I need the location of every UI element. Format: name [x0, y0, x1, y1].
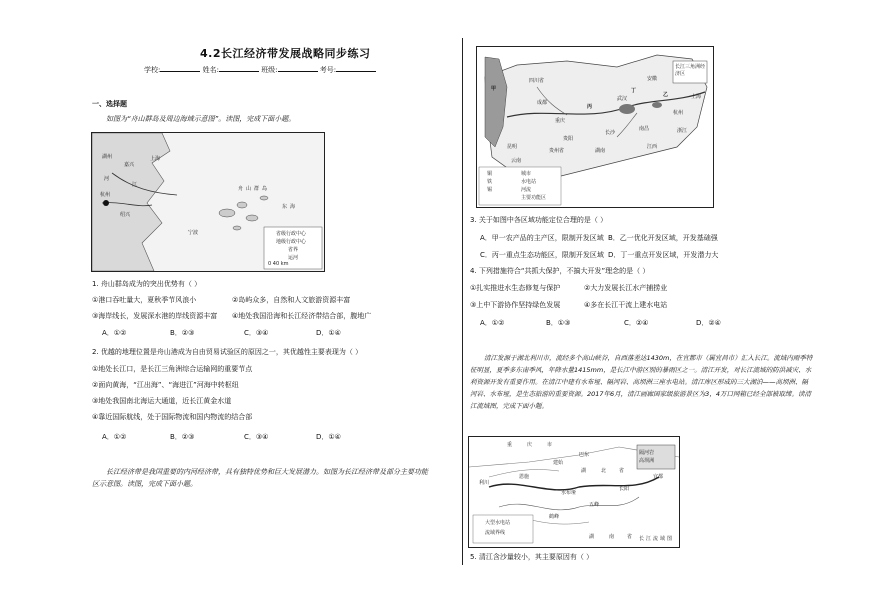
q4-item: ④多在长江干流上建水电站: [584, 301, 668, 309]
map3-label-nan: 南: [609, 534, 615, 540]
map2-label-yrd: 长江三角洲经济区: [675, 64, 706, 77]
map1-scale: 0 40 km: [268, 261, 289, 267]
map2-label-zhejiang: 浙江: [677, 128, 688, 134]
map2-label-jiangxi: 江西: [647, 144, 658, 150]
q2-option-a[interactable]: A．①②: [102, 433, 127, 441]
map2-label-shanghai: 上海: [691, 94, 702, 100]
qingjiang-basin-map: [468, 436, 680, 548]
q3-option-b[interactable]: B．乙一优化开发区域，开发基础强: [608, 234, 718, 242]
map3-label-hu1: 湖: [581, 468, 587, 474]
map2-label-chengdu: 成都: [537, 100, 548, 106]
q1-item: ③海岸线长，发展深水港的岸线资源丰富: [92, 312, 218, 320]
map1-label-qun: 群: [254, 186, 260, 192]
legend-basin-boundary: 流域界线: [485, 530, 506, 536]
map2-label-kunming: 昆明: [507, 144, 518, 150]
legend-province-border: 省界: [288, 247, 299, 253]
map3-label-chang: 长: [639, 536, 645, 542]
map1-label-hangzhou: 杭州: [100, 192, 111, 198]
q4-option-a[interactable]: A．①②: [480, 319, 505, 327]
q1-option-d[interactable]: D．①④: [316, 329, 341, 337]
q4-item: ③上中下游协作坚持绿色发展: [470, 301, 561, 309]
map1-label-shan: 山: [246, 186, 252, 192]
map3-label-changyang: 长阳: [619, 486, 630, 492]
legend-iron: 铁: [487, 179, 493, 185]
q1-item: ④地处我国沿海和长江经济带结合部，腹地广: [232, 312, 372, 320]
map1-label-dong: 东: [282, 204, 288, 210]
map1-label-huzhou: 湖州: [102, 154, 113, 160]
q2-option-b[interactable]: B．②③: [170, 433, 195, 441]
q4-option-d[interactable]: D．②④: [696, 319, 721, 327]
map2-label-nanchang: 南昌: [639, 126, 650, 132]
map1-label-ningbo: 宁波: [188, 230, 199, 236]
map3-label-shi: 市: [547, 442, 553, 448]
q1-item: ②岛屿众多，自然和人文旅游资源丰富: [232, 296, 351, 304]
legend-hydropower: 水电站: [521, 179, 537, 185]
q3-option-d[interactable]: D．丁一重点开发区域，开发潜力大: [608, 251, 719, 259]
yangtze-economic-belt-map: [476, 46, 714, 208]
map1-label-jiaxing: 嘉兴: [124, 162, 135, 168]
q3-stem: 3. 关于如图中各区域功能定位合理的是（ ）: [470, 216, 608, 224]
map1-label-shaoxing: 绍兴: [120, 212, 131, 218]
map3-label-sheng2: 省: [627, 534, 633, 540]
map1-label-jiang: 江: [132, 182, 138, 188]
map3-label-shuibuya: 水布垭: [561, 490, 577, 496]
intro-text-2: 长江经济带是我国重要的内河经济带，具有独特优势和巨大发展潜力。如图为长江经济带及部分主要功能区示意图。读图，完成下面小题。: [92, 468, 428, 488]
q1-option-b[interactable]: B．②③: [170, 329, 195, 337]
q2-item: ②面向黄海，“江出海”、“海进江”河海中转枢纽: [92, 381, 239, 389]
q2-option-d[interactable]: D．①④: [316, 433, 341, 441]
map3-label-jianshi: 建始: [553, 460, 564, 466]
legend-tin: 锡: [487, 187, 493, 193]
q1-option-c[interactable]: C．③④: [244, 329, 269, 337]
map3-label-qing: 庆: [527, 442, 533, 448]
map2-label-guiyang: 贵阳: [563, 136, 574, 142]
map2-label-anhui: 安徽: [647, 76, 658, 82]
map3-label-hefeng: 鹤峰: [549, 514, 560, 520]
map1-label-hai: 海: [290, 204, 296, 210]
q2-item: ③地处我国南北海运大通道，近长江黄金水道: [92, 397, 232, 405]
legend-canal: 运河: [288, 255, 299, 261]
school-label: 学校:: [144, 66, 161, 74]
q2-item: ①地处长江口，是长江三角洲综合运输网的重要节点: [92, 365, 253, 373]
map2-label-jia: 甲: [491, 86, 497, 92]
legend-provincial-capital: 省级行政中心: [276, 231, 307, 237]
map3-label-gaobazhou: 高坝洲: [639, 458, 655, 464]
q1-item: ①港口吞吐量大，夏秋季节风浪小: [92, 296, 197, 304]
q4-stem: 4. 下列措施符合“共抓大保护，不搞大开发”理念的是（ ）: [470, 267, 650, 275]
q2-stem: 2. 优越的地理位置是舟山港成为自由贸易试验区的原因之一，其优越性主要表现为（ ）: [92, 348, 363, 356]
map2-label-changsha: 长沙: [605, 130, 616, 136]
map2-label-guizhou: 贵州省: [549, 148, 565, 154]
exam-number-label: 考号:: [319, 66, 337, 74]
map2-label-chongqing: 重庆: [555, 118, 566, 124]
map2-label-hangzhou: 杭州: [673, 110, 684, 116]
map3-label-jiang: 江: [646, 536, 652, 542]
column-divider: [462, 38, 463, 565]
header-fields: [144, 66, 376, 74]
page-title: 4.2长江经济带发展战略同步练习: [200, 47, 371, 60]
name-label: 姓名:: [202, 66, 219, 74]
q1-stem: 1. 舟山群岛成为的突出优势有（ ）: [92, 280, 202, 288]
map3-label-hu2: 湖: [589, 534, 595, 540]
q1-option-a[interactable]: A．①②: [102, 329, 127, 337]
legend-river: 河流: [521, 187, 532, 193]
hangzhou-marker: [103, 200, 109, 206]
class-label: 班级:: [261, 66, 278, 74]
q4-option-c[interactable]: C．②④: [624, 319, 649, 327]
map2-label-bing: 丙: [587, 104, 593, 110]
q4-item: ①扎实推进水生态修复与保护: [470, 284, 561, 292]
map3-label-yidu: 宜都: [653, 474, 664, 480]
q3-option-a[interactable]: A．甲一农产品的主产区，限制开发区域: [480, 234, 604, 242]
map1-label-he: 河: [104, 176, 110, 182]
intro-text-1: 如图为“舟山群岛及周边海域示意图”。读图，完成下面小题。: [106, 115, 296, 123]
zhoushan-map: [91, 132, 325, 272]
map2-label-yi: 乙: [663, 92, 669, 98]
map2-label-yunnan: 云南: [511, 158, 522, 164]
q4-option-b[interactable]: B．①③: [546, 319, 571, 327]
map2-label-ding: 丁: [631, 88, 637, 94]
map3-label-tu: 图: [667, 536, 673, 542]
legend-prefecture-center: 地级行政中心: [276, 239, 307, 245]
map3-label-wufeng: 五峰: [589, 502, 600, 508]
legend-city: 城市: [521, 171, 532, 177]
map3-label-bei: 北: [601, 468, 607, 474]
map3-label-enshi: 恩施: [519, 474, 530, 480]
legend-large-hydropower: 大型水电站: [485, 520, 511, 526]
map2-label-hunan: 湖南: [595, 148, 606, 154]
qingjiang-passage: 清江发源于湖北利川市，流经多个高山峡谷，自西落差达1430m，在宜都市（属宜昌市）汇入长江。流域内雨季特征明显，夏季多东南季风，年降水量1415mm，是长江中游区别的暴雨区之一。清江开发，对长江流域的防洪减灾、水利资源开发有重要作用。在清江中建有水布垭、隔河岩、高坝洲三座水电站。清江库区形成的三大湖泊——高坝洲、隔河岩、水布垭，是生态旅游的重要资源。2017年6月，清江画廊国家级旅游景区为3，4万口网箱已经全部被取缔。读清江流域图，完成下面小题。: [470, 354, 813, 410]
map1-label-dao: 岛: [262, 186, 268, 192]
map3-label-geheyan: 隔河岩: [639, 450, 655, 456]
q2-option-c[interactable]: C．③④: [244, 433, 269, 441]
map3-label-sheng1: 省: [619, 468, 625, 474]
map2-label-sichuan: 四川省: [529, 78, 545, 84]
q5-stem: 5. 清江含沙量较小，其主要原因有（ ）: [470, 553, 594, 561]
legend-copper: 铜: [487, 171, 493, 177]
q2-item: ④靠近国际航线，处于国际物流和国内物流的结合部: [92, 413, 253, 421]
map3-label-chong: 重: [507, 442, 513, 448]
map3-label-liu: 流: [653, 536, 659, 542]
legend-function-zone: 主要功能区: [521, 195, 547, 201]
map3-label-yu: 域: [660, 536, 666, 542]
map3-label-badong: 巴东: [579, 452, 590, 458]
q3-option-c[interactable]: C．丙一重点生态功能区，限制开发区域: [480, 251, 604, 259]
section-heading: 一、选择题: [92, 100, 127, 108]
map1-label-shanghai: 上海: [150, 156, 161, 162]
map1-label-zhou: 舟: [238, 186, 244, 192]
map3-label-lichuan: 利川: [479, 480, 490, 486]
q4-item: ②大力发展长江水产捕捞业: [584, 284, 668, 292]
map2-label-wuhan: 武汉: [617, 96, 628, 102]
